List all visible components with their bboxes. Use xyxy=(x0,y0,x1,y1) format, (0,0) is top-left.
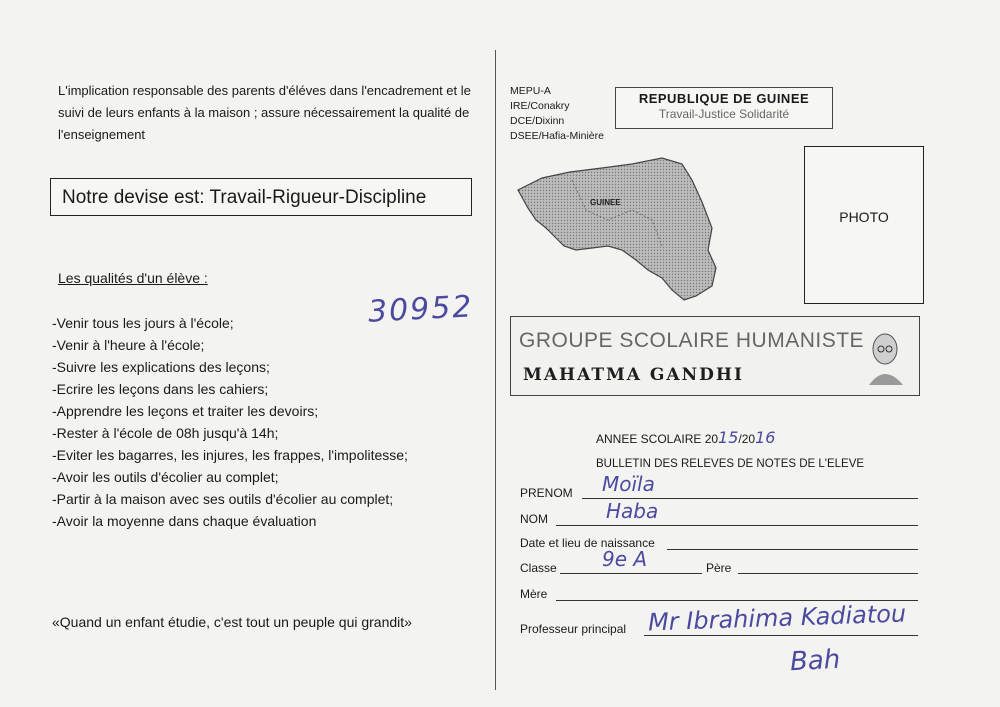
list-item: -Partir à la maison avec ses outils d'écolier au complet; xyxy=(52,491,394,507)
year-end: 16 xyxy=(755,428,776,447)
photo-box xyxy=(804,146,924,304)
list-item: -Avoir les outils d'écolier au complet; xyxy=(52,469,279,485)
school-name: GROUPE SCOLAIRE HUMANISTE xyxy=(519,329,865,352)
admin-line: MEPU-A xyxy=(510,85,551,97)
fold-divider xyxy=(495,50,496,690)
year-start: 15 xyxy=(718,428,739,447)
birth-line xyxy=(667,549,918,550)
nom-line xyxy=(556,525,918,526)
school-subtitle: MAHATMA GANDHI xyxy=(523,365,744,385)
classe-label: Classe xyxy=(520,561,557,575)
prof-value-line1: Mr Ibrahima Kadiatou xyxy=(647,599,907,637)
nom-label: NOM xyxy=(520,512,548,526)
map-label: GUINEE xyxy=(590,198,621,207)
mere-label: Mère xyxy=(520,587,548,601)
admin-line: IRE/Conakry xyxy=(510,100,570,112)
list-item: -Avoir la moyenne dans chaque évaluation xyxy=(52,513,317,529)
guinea-map xyxy=(512,150,737,310)
bulletin-title: BULLETIN DES RELEVES DE NOTES DE L'ELEVE xyxy=(596,458,865,470)
list-item: -Eviter les bagarres, les injures, les frappes, l'impolitesse; xyxy=(52,447,408,463)
list-item: -Rester à l'école de 08h jusqu'à 14h; xyxy=(52,425,279,441)
year-label: ANNEE SCOLAIRE 20 xyxy=(596,432,719,446)
list-item: -Venir tous les jours à l'école; xyxy=(52,315,234,331)
handwritten-number: 30952 xyxy=(367,289,475,330)
admin-block xyxy=(510,84,604,144)
quote: «Quand un enfant étudie, c'est tout un peuple qui grandit» xyxy=(52,614,412,630)
prof-label: Professeur principal xyxy=(520,622,627,636)
motto-box: Notre devise est: Travail-Rigueur-Discipline xyxy=(50,178,472,216)
republic-stamp xyxy=(615,87,833,129)
prenom-label: PRENOM xyxy=(520,486,573,500)
classe-value: 9e A xyxy=(602,547,648,571)
school-stamp xyxy=(510,316,920,396)
list-item: -Venir à l'heure à l'école; xyxy=(52,337,205,353)
classe-line xyxy=(560,573,702,574)
birth-label: Date et lieu de naissance xyxy=(520,536,655,550)
list-item: -Suivre les explications des leçons; xyxy=(52,359,270,375)
school-year xyxy=(596,428,775,447)
photo-label: PHOTO xyxy=(839,209,889,225)
admin-line: DCE/Dixinn xyxy=(510,115,565,127)
prenom-value: Moïla xyxy=(602,472,655,496)
nom-value: Haba xyxy=(606,499,659,523)
qualities-list xyxy=(52,312,492,532)
qualities-title: Les qualités d'un élève : xyxy=(58,270,208,286)
republic-motto: Travail-Justice Solidarité xyxy=(658,107,790,121)
admin-line: DSEE/Hafia-Minière xyxy=(510,130,604,142)
year-separator: /20 xyxy=(738,432,756,446)
list-item: -Apprendre les leçons et traiter les devoirs; xyxy=(52,403,319,419)
portrait-icon xyxy=(863,327,909,385)
intro-text: L'implication responsable des parents d'éléves dans l'encadrement et le suivi de leurs enfants à la maison ; assure nécessairement la qualité de l'enseignement xyxy=(58,83,471,142)
list-item: -Ecrire les leçons dans les cahiers; xyxy=(52,381,269,397)
pere-label: Père xyxy=(706,561,732,575)
republic-title: REPUBLIQUE DE GUINEE xyxy=(638,91,810,106)
pere-line xyxy=(738,573,918,574)
prof-value-line2: Bah xyxy=(789,644,842,678)
